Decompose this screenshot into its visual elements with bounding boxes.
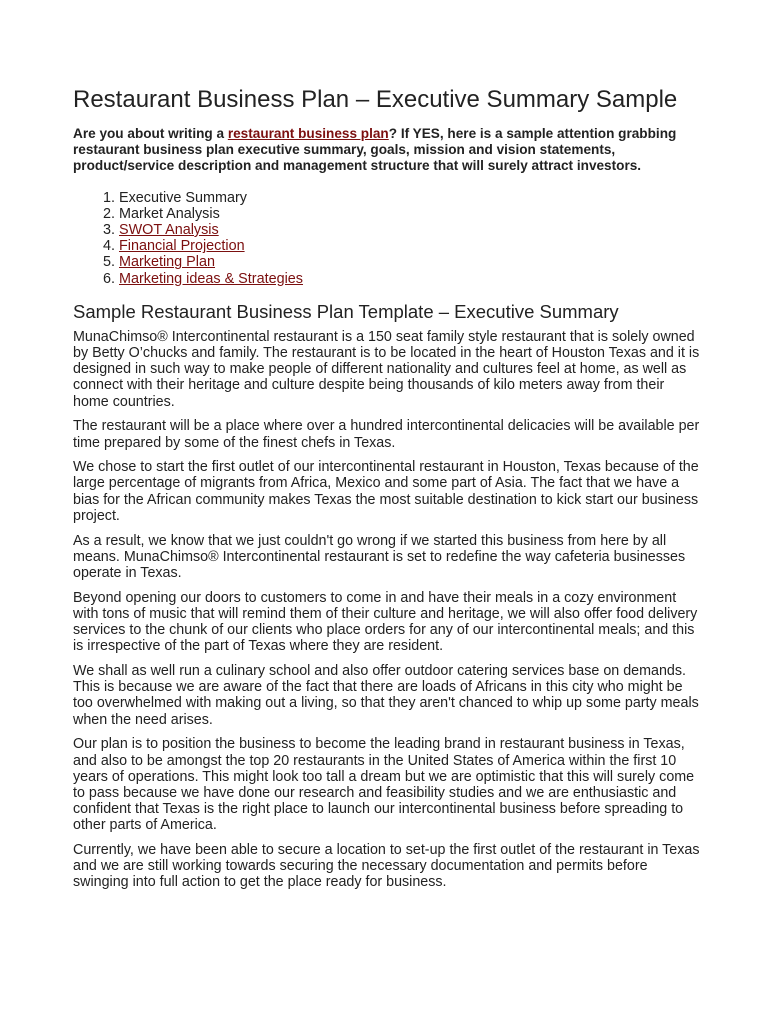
intro-text-before-link: Are you about writing a: [73, 126, 228, 141]
financial-projection-link[interactable]: Financial Projection: [119, 238, 245, 255]
toc-item-executive-summary: [119, 190, 703, 206]
marketing-ideas-strategies-link[interactable]: Marketing ideas & Strategies: [119, 270, 303, 287]
intro-paragraph: [73, 126, 703, 175]
body-paragraph: The restaurant will be a place where over a hundred intercontinental delicacies will be available per time prepared by some of the finest chefs in Texas.: [73, 418, 700, 451]
toc-item-swot-analysis: [119, 222, 703, 238]
marketing-plan-link[interactable]: Marketing Plan: [119, 254, 215, 271]
table-of-contents: [73, 190, 703, 287]
body-paragraph: Currently, we have been able to secure a location to set-up the first outlet of the restaurant in Texas and we are still working towards securing the necessary documentation and permits before swinging into full action to get the place ready for business.: [73, 842, 700, 891]
body-paragraph: Our plan is to position the business to become the leading brand in restaurant business in Texas, and also to be amongst the top 20 restaurants in the United States of America within the first 10 years of operations. This might look too tall a dream but we are optimistic that this will surely come to pass because we have done our research and feasibility studies and we are enthusiastic and confident that Texas is the right place to launch our intercontinental business before spreading to other parts of America.: [73, 736, 695, 834]
body-paragraph: We chose to start the first outlet of our intercontinental restaurant in Houston, Texas because of the large percentage of migrants from Africa, Mexico and some part of Asia. The fact that we have a bias for the African community makes Texas the most suitable destination to kick start our business project.: [73, 459, 699, 524]
section-title: Sample Restaurant Business Plan Template – Executive Summary: [73, 300, 619, 322]
body-paragraph: As a result, we know that we just couldn't go wrong if we started this business from here by all means. MunaChimso® Intercontinental restaurant is set to redefine the way cafeteria businesses operate in Texas.: [73, 532, 686, 581]
swot-analysis-link[interactable]: SWOT Analysis: [119, 222, 219, 239]
document-content: [73, 86, 703, 899]
body-paragraph: Beyond opening our doors to customers to come in and have their meals in a cozy environment with tons of music that will remind them of their culture and heritage, we will also offer food delivery services to the chunk of our clients who place orders for any of our intercontinental meals; and this is irrespective of the part of Texas where they are resident.: [73, 589, 698, 655]
body-paragraph: We shall as well run a culinary school and also offer outdoor catering services base on demands. This is because we are aware of the fact that there are loads of Africans in this city who might be too overwhelmed with making out a living, so that they aren't chanced to whip up some party meals when the need arises.: [73, 662, 699, 728]
toc-item-marketing-ideas: [119, 271, 703, 287]
toc-item-marketing-plan: [119, 254, 703, 270]
restaurant-business-plan-link[interactable]: restaurant business plan: [227, 126, 389, 141]
body-paragraph: MunaChimso® Intercontinental restaurant is a 150 seat family style restaurant that is solely owned by Betty O’chucks and family. The restaurant is to be located in the heart of Houston Texas and it is designed in such way to make people of different nationality and cultures feel at home, as well as connect with their heritage and culture despite being thousands of kilo meters away from their home countries.: [73, 328, 700, 410]
document-title: Restaurant Business Plan – Executive Summary Sample: [73, 86, 678, 113]
toc-label: Executive Summary: [119, 189, 247, 206]
toc-item-financial-projection: [119, 238, 703, 254]
toc-item-market-analysis: [119, 206, 703, 222]
toc-label: Market Analysis: [119, 205, 220, 222]
intro-text-after-link: ? If YES, here is a sample attention grabbing restaurant business plan executive summary, goals, mission and vision statements, product/service description and management structure that will surely attract investors.: [73, 126, 677, 174]
